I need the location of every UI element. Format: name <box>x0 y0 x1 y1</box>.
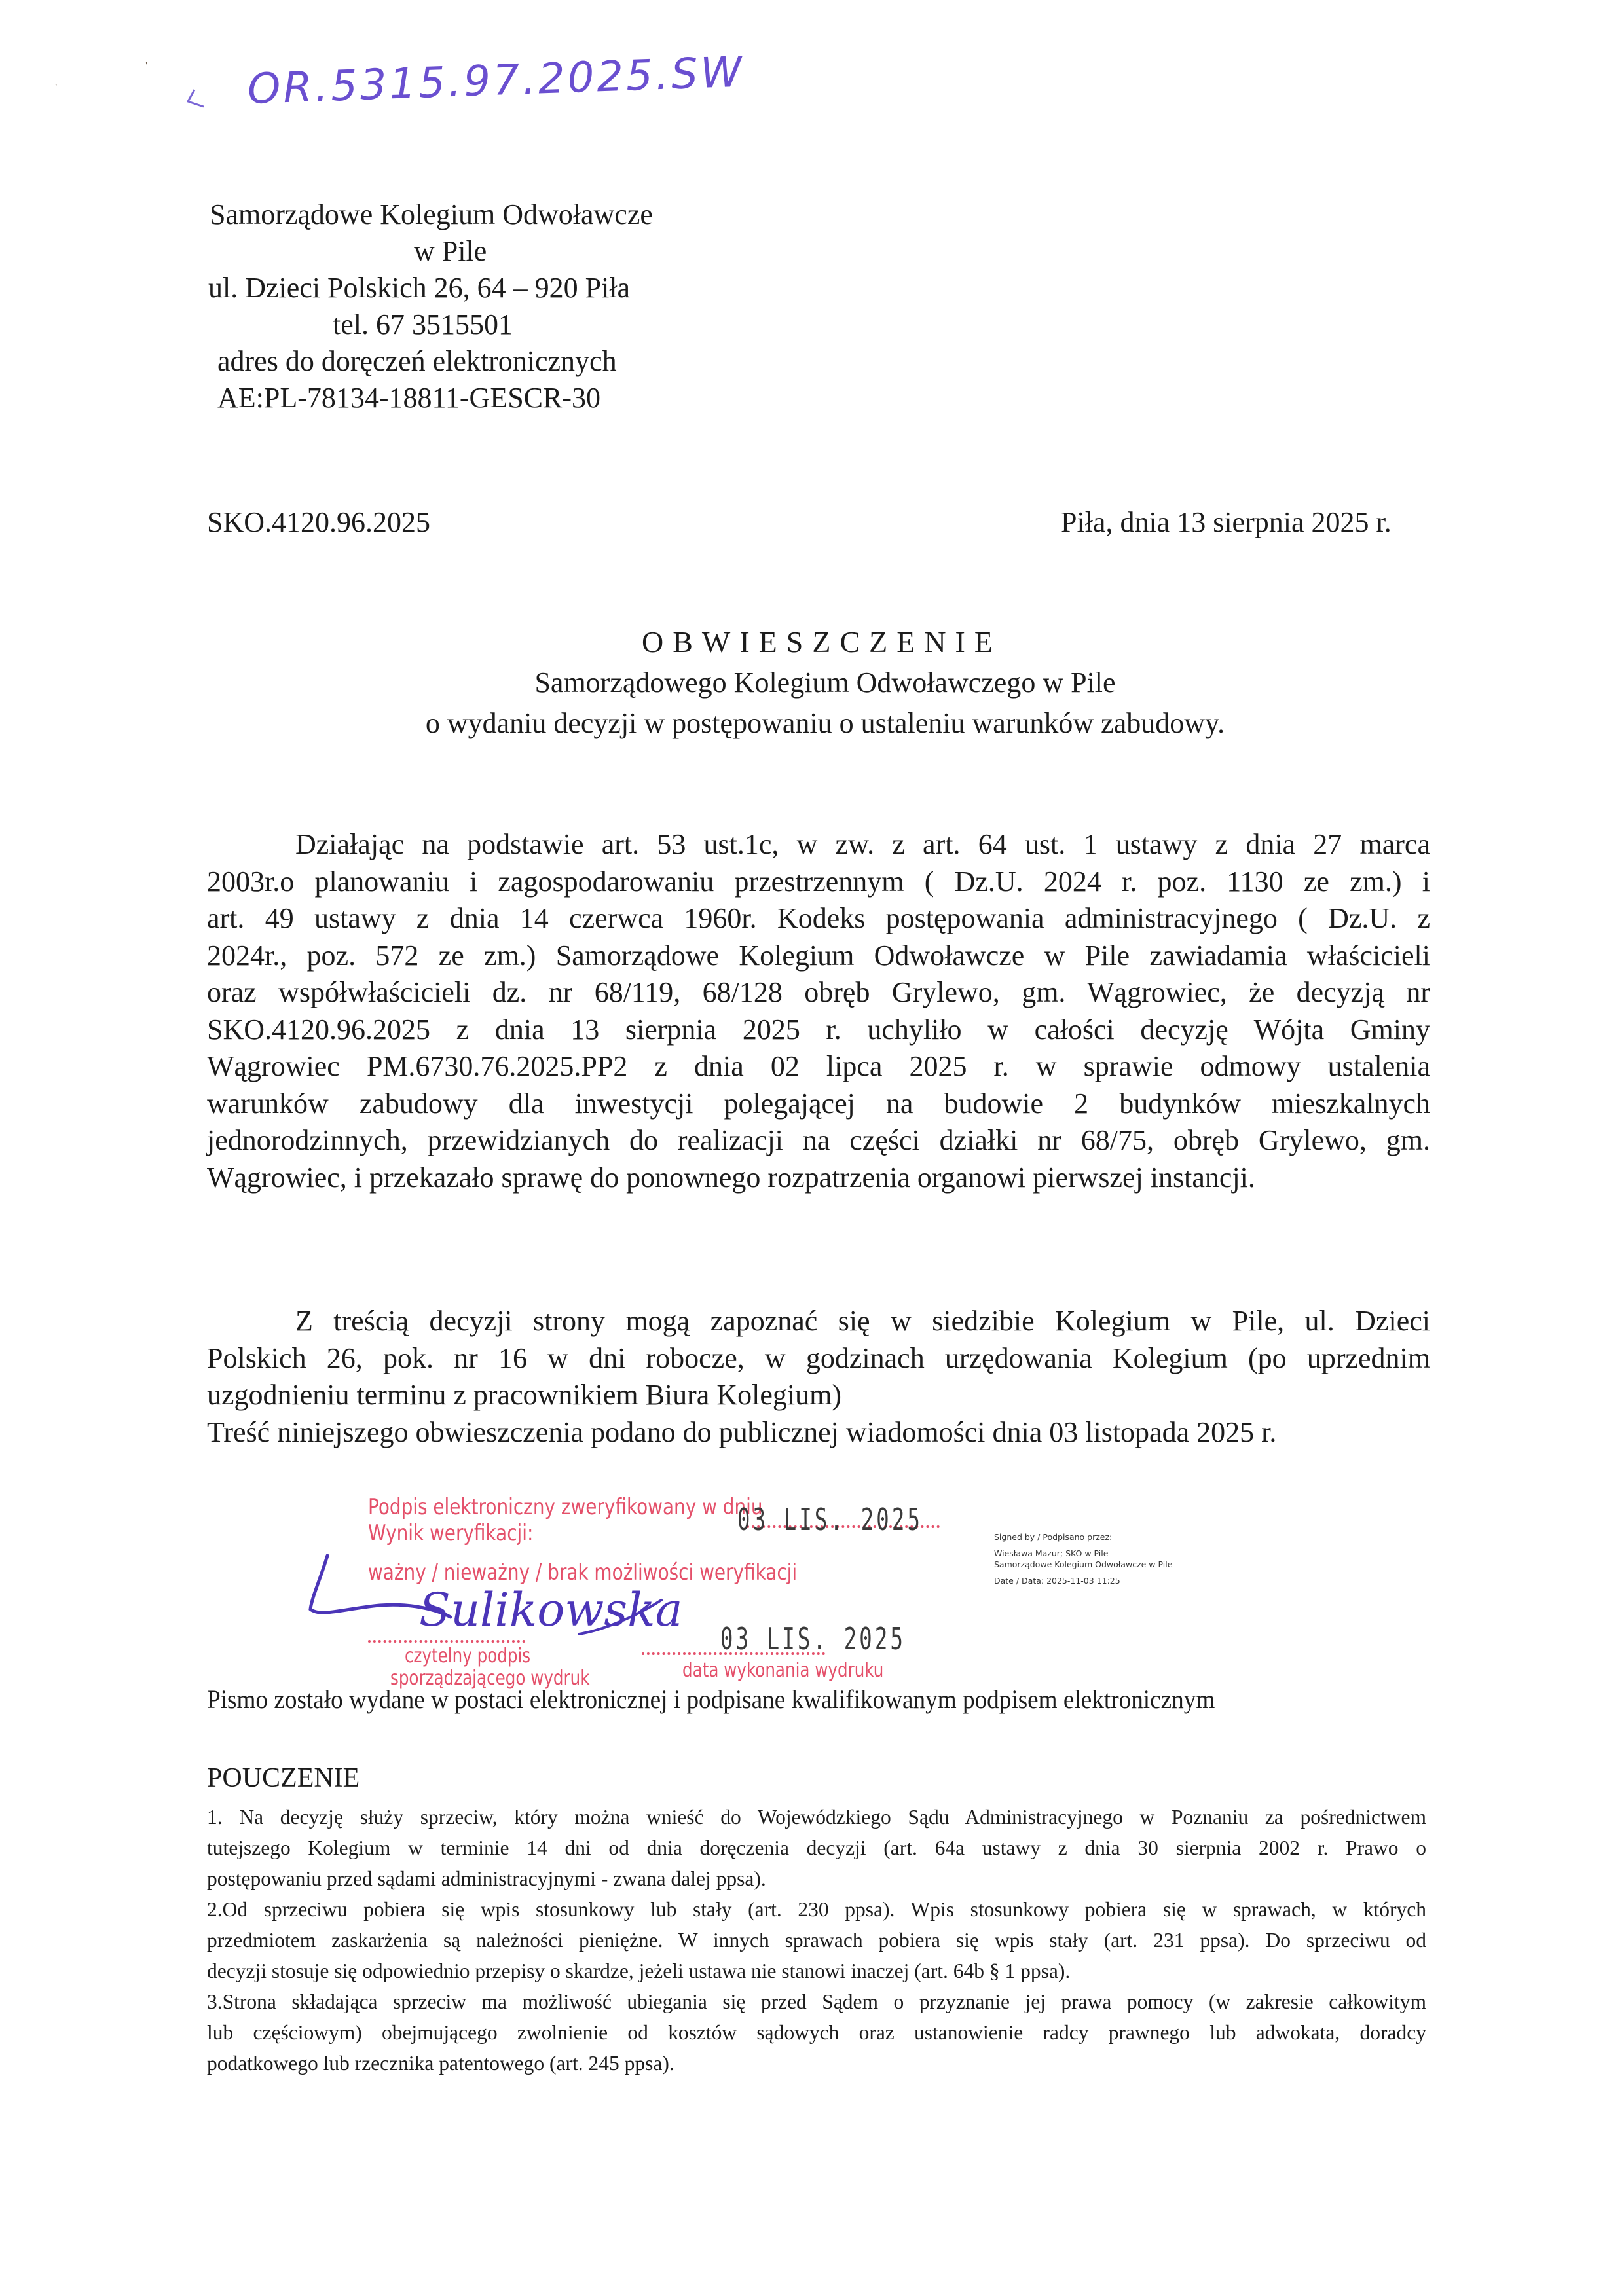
signature-flourish <box>576 1597 668 1637</box>
paragraph-line: jednorodzinnych, przewidzianych do realizacji na części działki nr 68/75, obręb Grylewo, gm. <box>207 1124 1430 1156</box>
verified-date-stamp: 03 LIS. 2025 <box>737 1502 923 1537</box>
paragraph-line: SKO.4120.96.2025 z dnia 13 sierpnia 2025 r. uchyliło w całości decyzję Wójta Gminy <box>207 1013 1430 1046</box>
paragraph-line: Treść niniejszego obwieszczenia podano do publicznej wiadomości dnia 03 listopada 2025 r. <box>207 1415 1277 1448</box>
edelivery-address: AE:PL-78134-18811-GESCR-30 <box>217 382 601 414</box>
title-line-1: Samorządowego Kolegium Odwoławczego w Pile <box>534 666 1116 699</box>
signature-dotted-line <box>368 1640 525 1643</box>
paragraph-line: oraz współwłaścicieli dz. nr 68/119, 68/128 obręb Grylewo, gm. Wągrowiec, że decyzją nr <box>207 976 1430 1008</box>
handwritten-reference-number: OR.5315.97.2025.SW <box>246 48 746 114</box>
instruction-line: tutejszego Kolegium w terminie 14 dni od dnia doręczenia decyzji (art. 64a ustawy z dnia 30 sierpnia 2002 r. Prawo o <box>207 1836 1426 1859</box>
place-date: Piła, dnia 13 sierpnia 2025 r. <box>1061 506 1392 538</box>
paragraph-line: Działając na podstawie art. 53 ust.1c, w zw. z art. 64 ust. 1 ustawy z dnia 27 marca <box>295 828 1430 860</box>
instruction-body <box>207 1802 1426 2079</box>
signer-organization: Samorządowe Kolegium Odwoławcze w Pile <box>994 1559 1173 1569</box>
electronic-signature-block <box>994 1531 1172 1586</box>
sender-phone: tel. 67 3515501 <box>333 308 513 340</box>
instruction-line: 2.Od sprzeciwu pobiera się wpis stosunkowy lub stały (art. 230 ppsa). Wpis stosunkowy pobiera się w sprawach, w których <box>207 1898 1426 1921</box>
signature-label-1: czytelny podpis <box>405 1645 531 1667</box>
paragraph-line: warunków zabudowy dla inwestycji polegającej na budowie 2 budynków mieszkalnych <box>207 1087 1430 1120</box>
signature-date: Date / Data: 2025-11-03 11:25 <box>994 1576 1120 1586</box>
signature-label-2: sporządzającego wydruk <box>390 1667 590 1690</box>
sender-address: ul. Dzieci Polskich 26, 64 – 920 Piła <box>208 272 631 304</box>
signed-by-label: Signed by / Podpisano przez: <box>994 1532 1113 1542</box>
paragraph-line: Polskich 26, pok. nr 16 w dni robocze, w godzinach urzędowania Kolegium (po uprzednim <box>207 1341 1430 1374</box>
scan-mark: ' <box>145 59 148 72</box>
instruction-title: POUCZENIE <box>207 1763 360 1793</box>
sender-city: w Pile <box>414 235 487 267</box>
instruction-line: 3.Strona składająca sprzeciw ma możliwość ubiegania się przed Sądem o przyznanie jej prawa pomocy (w zakresie całkowitym <box>207 1990 1426 2013</box>
stamp-line-1: Podpis elektroniczny zweryfikowany w dniu <box>368 1494 763 1520</box>
paragraph-line: Wągrowiec PM.6730.76.2025.PP2 z dnia 02 lipca 2025 r. w sprawie odmowy ustalenia <box>207 1050 1430 1082</box>
edelivery-label: adres do doręczeń elektronicznych <box>217 345 617 377</box>
paragraph-line: Wągrowiec, i przekazało sprawę do ponownego rozpatrzenia organowi pierwszej instancji. <box>207 1161 1255 1194</box>
instruction-line: decyzji stosuje się odpowiednio przepisy o skardze, jeżeli ustawa nie stanowi inaczej (art. 64b § 1 ppsa). <box>207 1959 1071 1982</box>
instruction-line: lub częściowym) obejmującego zwolnienie od kosztów sądowych oraz ustanowienie radcy prawnego lub adwokata, doradcy <box>207 2021 1426 2044</box>
handwritten-tick <box>187 88 213 108</box>
sender-header <box>196 196 733 416</box>
issued-note: Pismo zostało wydane w postaci elektronicznej i podpisane kwalifikowanym podpisem elektronicznym <box>207 1685 1215 1714</box>
paragraph-line: art. 49 ustawy z dnia 14 czerwca 1960r. Kodeks postępowania administracyjnego ( Dz.U. z <box>207 902 1430 934</box>
title-line-2: o wydaniu decyzji w postępowaniu o ustaleniu warunków zabudowy. <box>425 707 1225 739</box>
title-main: OBWIESZCZENIE <box>642 625 1002 659</box>
sender-name: Samorządowe Kolegium Odwoławcze <box>210 198 653 230</box>
signer-name: Wiesława Mazur; SKO w Pile <box>994 1548 1109 1558</box>
print-date-stamp: 03 LIS. 2025 <box>720 1621 906 1656</box>
scan-mark: ' <box>55 81 58 94</box>
paragraph-line: Z treścią decyzji strony mogą zapoznać się w siedzibie Kolegium w Pile, ul. Dzieci <box>295 1305 1430 1337</box>
instruction-line: podatkowego lub rzecznika patentowego (art. 245 ppsa). <box>207 2052 674 2075</box>
document-title <box>0 622 1624 744</box>
paragraph-line: 2003r.o planowaniu i zagospodarowaniu przestrzennym ( Dz.U. 2024 r. poz. 1130 ze zm.) i <box>207 865 1430 898</box>
paragraph-line: 2024r., poz. 572 ze zm.) Samorządowe Kolegium Odwoławcze w Pile zawiadamia właścicieli <box>207 939 1430 972</box>
body-paragraph-2 <box>207 1303 1430 1451</box>
body-paragraph-1 <box>207 826 1430 1196</box>
instruction-line: postępowaniu przed sądami administracyjnymi - zwana dalej ppsa). <box>207 1867 766 1890</box>
stamp-line-3: ważny / nieważny / brak możliwości weryfikacji <box>368 1559 798 1586</box>
instruction-line: przedmiotem zaskarżenia są należności pieniężne. W innych sprawach pobiera się wpis stały (art. 231 ppsa). Do sprzeciwu od <box>207 1929 1426 1952</box>
print-date-label: data wykonania wydruku <box>682 1659 884 1682</box>
case-number: SKO.4120.96.2025 <box>207 506 431 538</box>
instruction-line: 1. Na decyzję służy sprzeciw, który można wnieść do Wojewódzkiego Sądu Administracyjnego w Poznaniu za pośrednictwem <box>207 1806 1426 1829</box>
stamp-line-2: Wynik weryfikacji: <box>368 1520 534 1546</box>
paragraph-line: uzgodnieniu terminu z pracownikiem Biura Kolegium) <box>207 1379 841 1411</box>
handwritten-signature: Sulikowska <box>419 1583 683 1637</box>
